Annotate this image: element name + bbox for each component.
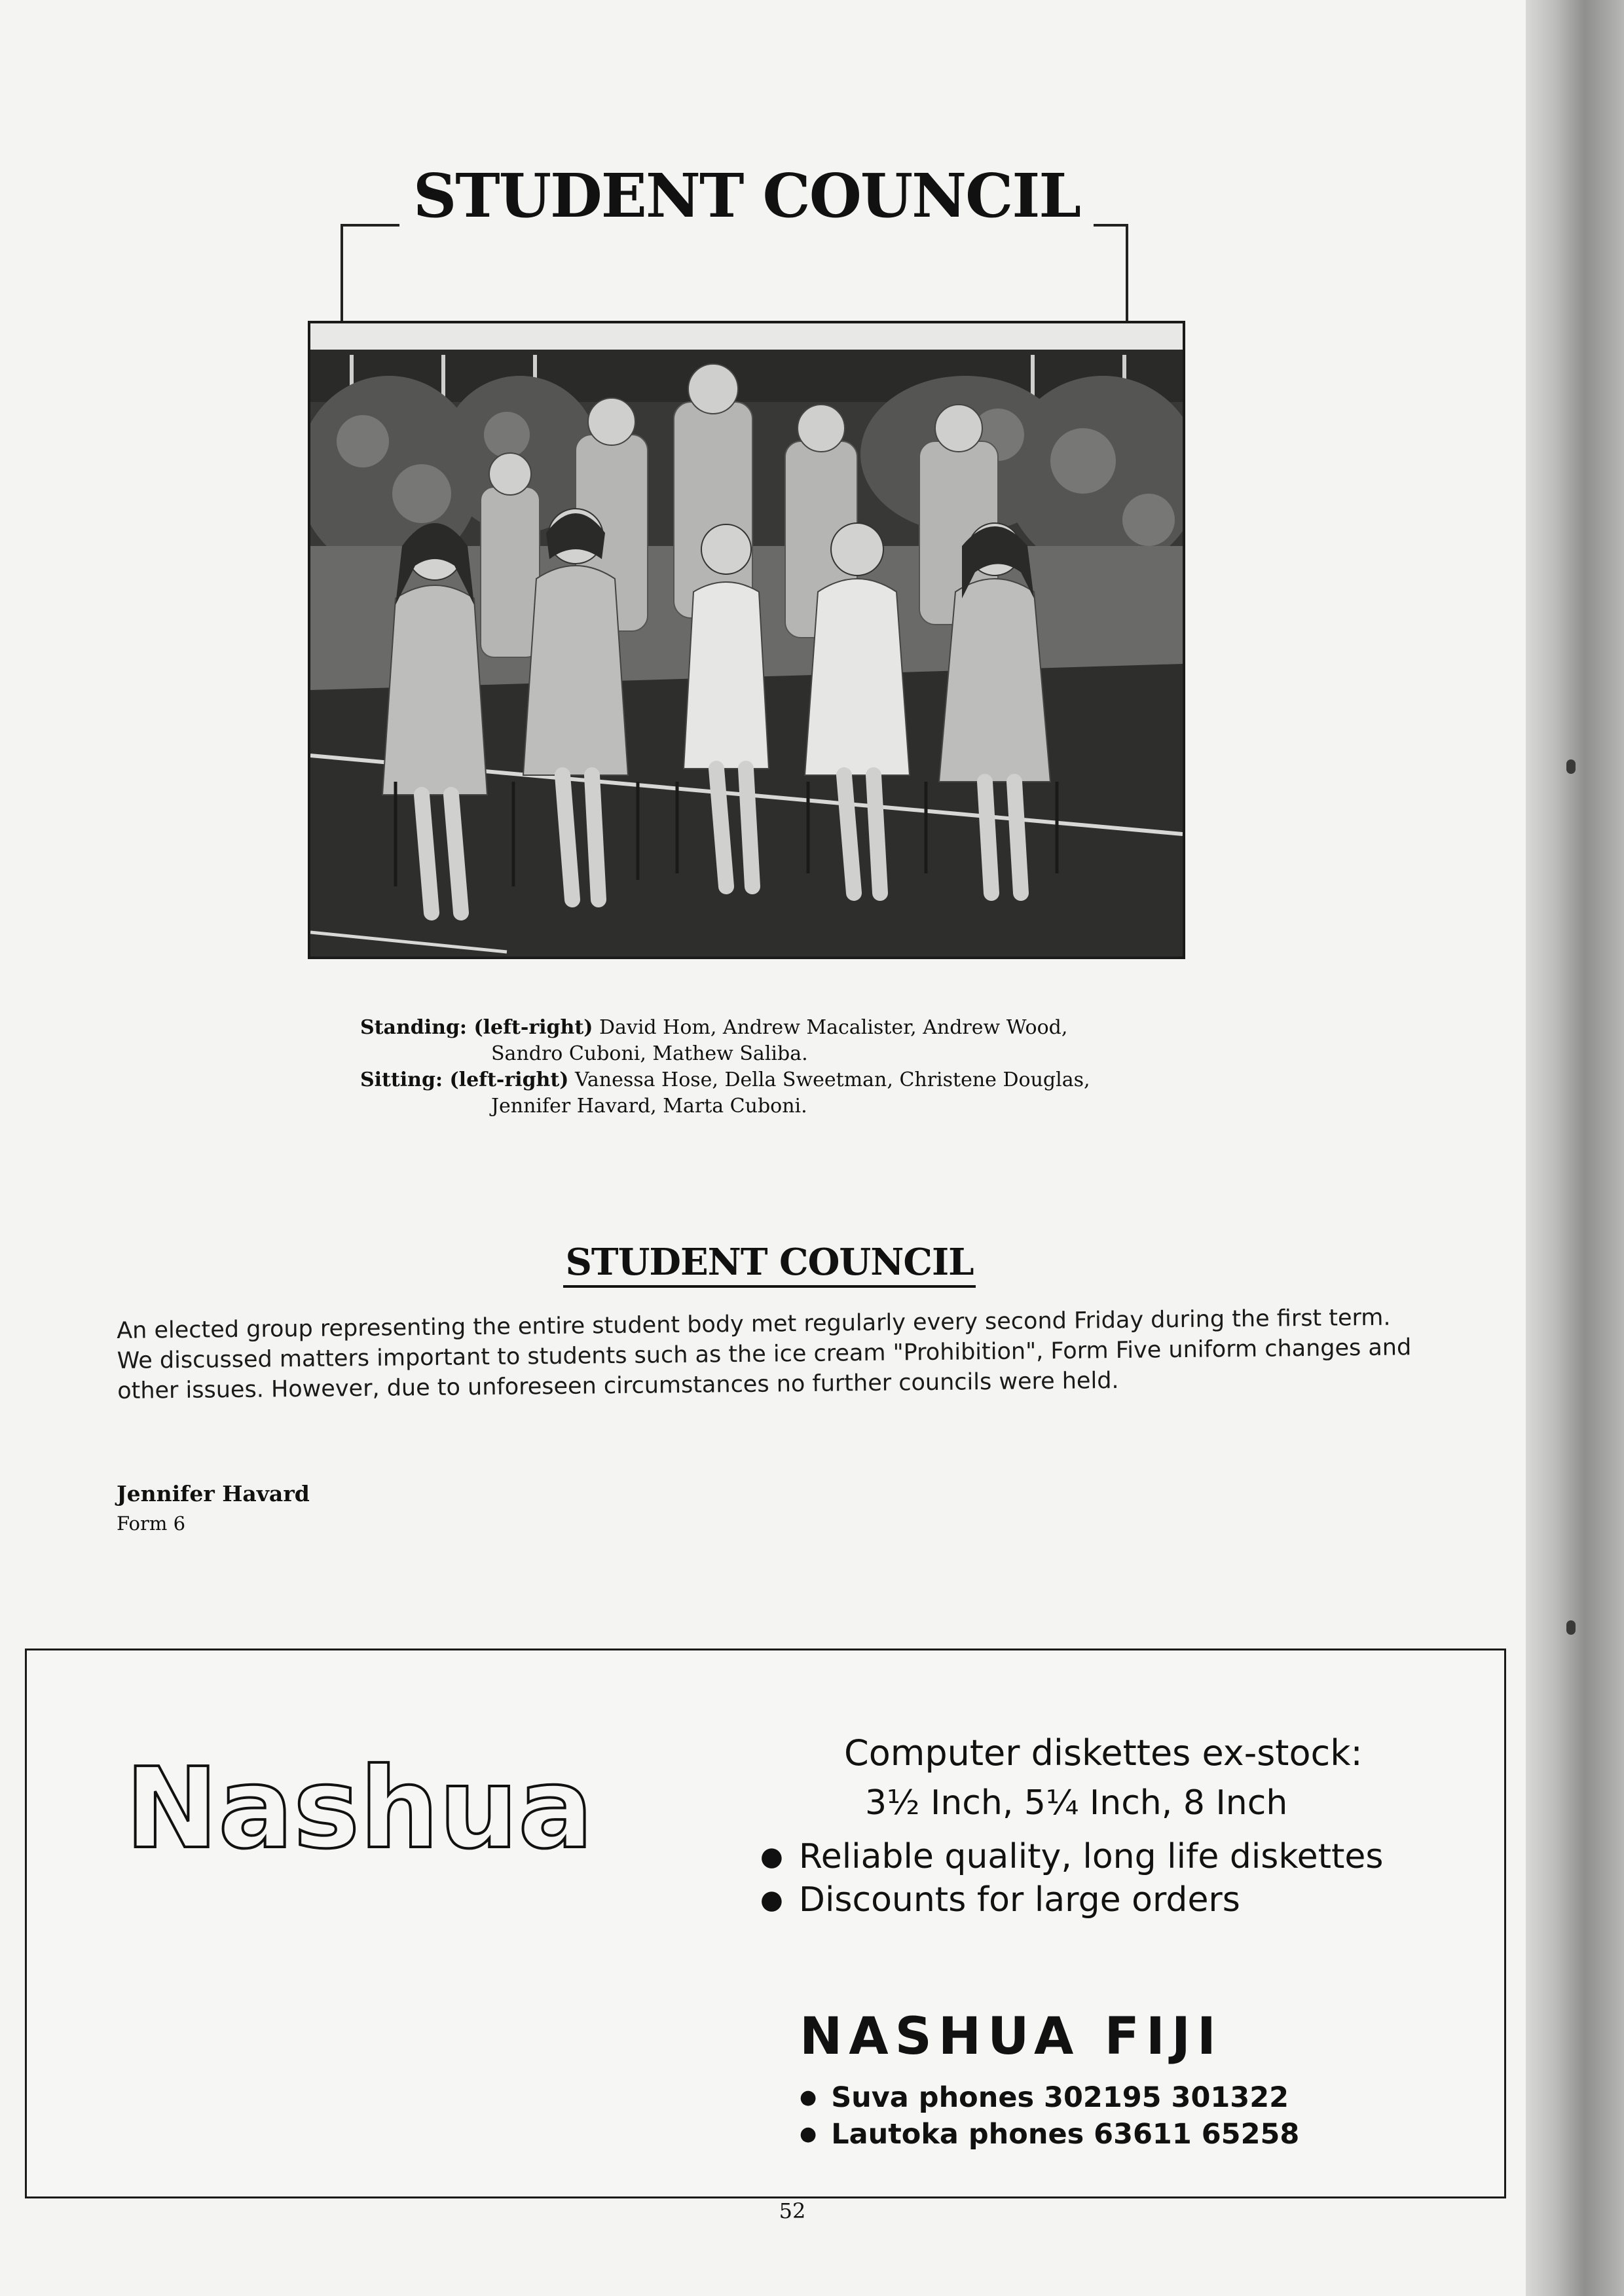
article-body: An elected group representing the entire student body met regularly every second Friday during the first term. We discussed matters important to students such as the ice cream "Prohibition", Form Five uniform changes and other issues. However, due to unforeseen circumstances no further councils were held. (117, 1304, 1412, 1404)
sitting-names-2: Jennifer Havard, Marta Cuboni. (491, 1095, 807, 1118)
caption-sitting-line-1 (360, 1067, 1211, 1093)
ad-headline: Computer diskettes ex-stock: (844, 1732, 1363, 1774)
article-author-form: Form 6 (117, 1512, 186, 1535)
page-number: 52 (779, 2198, 806, 2223)
nashua-advertisement (25, 1649, 1506, 2198)
article-author: Jennifer Havard (117, 1481, 310, 1506)
standing-names-1: David Hom, Andrew Macalister, Andrew Wood, (599, 1016, 1068, 1039)
caption-standing-line-1 (360, 1015, 1211, 1041)
binding-hole (1566, 1620, 1576, 1635)
nashua-logo (125, 1749, 662, 1867)
sitting-label: Sitting: (left-right) (360, 1068, 569, 1091)
ad-feature-list (760, 1835, 1384, 1922)
standing-names-2: Sandro Cuboni, Mathew Saliba. (491, 1042, 808, 1065)
page-title: STUDENT COUNCIL (399, 160, 1094, 231)
standing-label: Standing: (left-right) (360, 1016, 593, 1039)
photo-caption (360, 1015, 1211, 1120)
ad-phone-list (800, 2079, 1299, 2153)
ad-phone-item: ● Suva phones 302195 301322 (800, 2079, 1299, 2116)
article-title: STUDENT COUNCIL (563, 1241, 976, 1288)
nashua-logo-text: Nashua (125, 1749, 593, 1867)
binding-hole (1566, 759, 1576, 774)
ad-brand-name: NASHUA FIJI (800, 2007, 1223, 2066)
ad-feature-item: ● Reliable quality, long life diskettes (760, 1835, 1384, 1878)
ad-diskette-sizes: 3½ Inch, 5¼ Inch, 8 Inch (865, 1783, 1288, 1823)
sitting-names-1: Vanessa Hose, Della Sweetman, Christene Douglas, (574, 1068, 1090, 1091)
book-spine-shadow (1526, 0, 1624, 2296)
group-photo (308, 321, 1185, 959)
header-bracket (341, 224, 1128, 335)
ad-phone-item: ● Lautoka phones 63611 65258 (800, 2116, 1299, 2153)
ad-feature-item: ● Discounts for large orders (760, 1878, 1384, 1922)
